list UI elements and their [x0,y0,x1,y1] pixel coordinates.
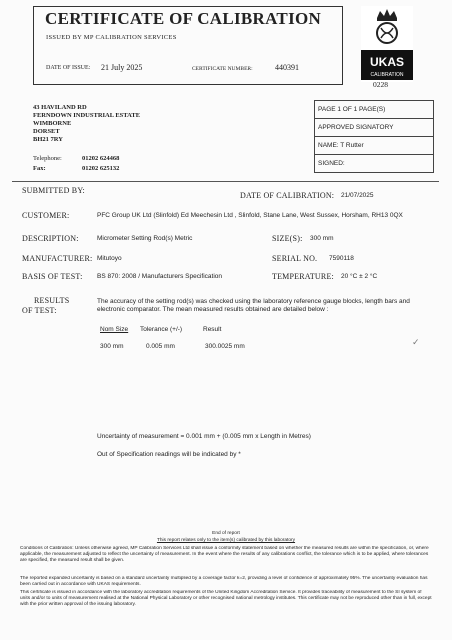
date-of-issue-value: 21 July 2025 [101,63,143,72]
address-line: 43 HAVILAND RD [33,104,87,111]
serial-label: SERIAL NO. [272,254,318,263]
svg-text:CALIBRATION: CALIBRATION [370,72,404,78]
telephone-value: 01202 624468 [82,155,120,162]
size-value: 300 mm [310,235,334,242]
check-mark-icon: ✓ [412,337,420,347]
signatory-box [314,100,434,173]
serial-value: 7590118 [329,255,354,262]
address-line: FERNDOWN INDUSTRIAL ESTATE [33,112,141,119]
certificate-number-label: CERTIFICATE NUMBER: [192,66,253,72]
results-label-line2: OF TEST: [22,306,57,315]
date-of-calibration-label: DATE OF CALIBRATION: [240,191,335,200]
fax-label: Fax: [33,165,46,172]
customer-label: CUSTOMER: [22,211,70,220]
telephone-label: Telephone: [33,155,62,162]
description-value: Micrometer Setting Rod(s) Metric [97,235,193,242]
certificate-title: CERTIFICATE OF CALIBRATION [45,9,322,28]
out-of-spec-note: Out of Specification readings will be indicated by * [97,451,241,458]
ukas-logo [361,6,413,82]
issued-by: ISSUED BY MP CALIBRATION SERVICES [46,34,177,41]
fax-value: 01202 625132 [82,165,120,172]
customer-value: PFC Group UK Ltd (Slinfold) Ed Meechesin Ltd , Slinfold, Stane Lane, West Sussex, Horsham, RH13 0QX [97,212,403,219]
issuer-address [33,104,140,144]
row-tolerance: 0.005 mm [146,343,175,350]
basis-of-test-label: BASIS OF TEST: [22,272,83,281]
uncertainty-statement: Uncertainty of measurement = 0.001 mm + (0.005 mm x Length in Metres) [97,433,311,440]
svg-text:UKAS: UKAS [369,55,405,69]
column-header-result: Result [203,326,222,333]
uncertainty-paragraph: The reported expanded uncertainty is based on a standard uncertainty multiplied by a coverage factor k=2, providing a level of confidence of approximately 95%. The uncertainty evaluation has been carried out in accordance with UKAS requirements. [20,576,428,587]
signed-field: SIGNED: [315,155,434,173]
column-header-tolerance: Tolerance (+/-) [140,326,183,333]
temperature-value: 20 °C ± 2 °C [341,273,378,280]
description-label: DESCRIPTION: [22,234,79,243]
results-label: RESULTS [34,296,70,305]
certificate-number-value: 440391 [275,63,299,72]
column-header-nom-size: Nom Size [100,326,129,333]
address-line: BH21 7RY [33,136,63,143]
traceability-paragraph: This certificate is issued in accordance with the laboratory accreditation requirements of the United Kingdom Accreditation Service. It provides traceability of measurement to the SI system of units and/or to units of measurement realised at the National Physical Laboratory or other recognised national metrology institutes. This certificate may not be reproduced other than in full, except with the prior written approval of the issuing laboratory. [20,590,432,607]
date-of-issue-label: DATE OF ISSUE: [46,65,91,71]
address-line: WIMBORNE [33,120,72,127]
results-intro: The accuracy of the setting rod(s) was checked using the laboratory reference gauge blocks, length bars and electronic comparator. The mean measured results obtained are detailed below : [97,298,410,313]
signatory-name: NAME: T Rutter [315,137,434,155]
size-label: SIZE(S): [272,234,303,243]
date-of-calibration-value: 21/07/2025 [341,192,374,199]
page-count: PAGE 1 OF 1 PAGE(S) [315,101,434,119]
divider [12,181,439,182]
submitted-by-label: SUBMITTED BY: [22,186,85,195]
report-scope-note: This report relates only to the item(s) calibrated by this laboratory [156,538,296,543]
temperature-label: TEMPERATURE: [272,272,334,281]
row-result: 300.0025 mm [205,343,245,350]
manufacturer-value: Mitutoyo [97,255,122,262]
row-nom-size: 300 mm [100,343,124,350]
conditions-paragraph: Conditions of Calibration: Unless otherwise agreed, MP Calibration Services Ltd shall issue a conformity statement based on whether the measured results are within the specification, or, where applicable, the measurement adjusted to reflect the uncertainty of measurement. In the event where the results of any calibrations conflict, the tolerance which is to be applied, where tolerances are specified, the measured result shall be given. [20,546,429,563]
basis-of-test-value: BS 870: 2008 / Manufacturers Specification [97,273,223,280]
manufacturer-label: MANUFACTURER: [22,254,93,263]
end-of-report: End of report [212,531,240,536]
ukas-lab-number: 0228 [373,80,388,89]
address-line: DORSET [33,128,60,135]
approved-signatory: APPROVED SIGNATORY [315,119,434,137]
